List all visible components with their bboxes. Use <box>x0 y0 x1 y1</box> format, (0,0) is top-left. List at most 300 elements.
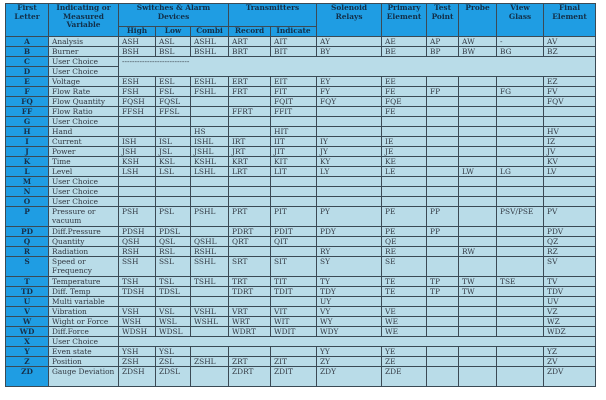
code-cell: ZDIT <box>271 367 317 387</box>
code-cell: KY <box>317 157 382 167</box>
code-cell: SV <box>544 257 596 277</box>
code-cell <box>427 237 459 247</box>
code-cell <box>459 207 497 227</box>
code-cell <box>497 97 544 107</box>
code-cell <box>459 87 497 97</box>
code-cell: WDRT <box>229 327 271 337</box>
code-cell: FQV <box>544 97 596 107</box>
code-cell: JIT <box>271 147 317 157</box>
code-cell <box>427 187 459 197</box>
code-cell <box>497 117 544 127</box>
table-row <box>6 257 596 277</box>
code-cell <box>229 177 271 187</box>
first-letter-cell: G <box>6 117 49 127</box>
code-cell: QSHL <box>191 237 229 247</box>
code-cell <box>427 197 459 207</box>
code-cell <box>156 197 191 207</box>
code-cell: WE <box>382 327 427 337</box>
code-cell: KRT <box>229 157 271 167</box>
code-cell: SSHL <box>191 257 229 277</box>
code-cell: BP <box>427 47 459 57</box>
first-letter-cell: Y <box>6 347 49 357</box>
first-letter-cell: M <box>6 177 49 187</box>
code-cell <box>191 297 229 307</box>
code-cell: ZDRT <box>229 367 271 387</box>
code-cell: FFRT <box>229 107 271 117</box>
code-cell: VY <box>317 307 382 317</box>
code-cell <box>317 177 382 187</box>
table-row <box>6 117 596 127</box>
code-cell: SY <box>317 257 382 277</box>
code-cell <box>382 127 427 137</box>
code-cell: FE <box>382 87 427 97</box>
header-high: High <box>119 27 156 37</box>
table-row <box>6 327 596 337</box>
first-letter-cell: PD <box>6 227 49 237</box>
table-row <box>6 177 596 187</box>
code-cell: TDSL <box>156 287 191 297</box>
code-cell <box>119 127 156 137</box>
table-row <box>6 167 596 177</box>
code-cell <box>191 177 229 187</box>
code-cell: ZSHL <box>191 357 229 367</box>
code-cell: EZ <box>544 77 596 87</box>
code-cell <box>156 187 191 197</box>
code-cell <box>191 97 229 107</box>
code-cell <box>459 367 497 387</box>
code-cell <box>271 297 317 307</box>
merged-cell <box>119 337 596 347</box>
code-cell: - <box>497 37 544 47</box>
variable-cell: User Choice <box>49 117 119 127</box>
code-cell <box>459 357 497 367</box>
table-row <box>6 337 596 347</box>
variable-cell: Position <box>49 357 119 367</box>
code-cell <box>191 287 229 297</box>
header-low: Low <box>156 27 191 37</box>
code-cell <box>459 187 497 197</box>
variable-cell: User Choice <box>49 337 119 347</box>
code-cell <box>382 117 427 127</box>
code-cell: LSHL <box>191 167 229 177</box>
code-cell: JE <box>382 147 427 157</box>
code-cell <box>459 137 497 147</box>
code-cell <box>459 257 497 277</box>
variable-cell: Burner <box>49 47 119 57</box>
code-cell: IIT <box>271 137 317 147</box>
code-cell: TDSH <box>119 287 156 297</box>
table-row <box>6 347 596 357</box>
variable-cell: Diff.Force <box>49 327 119 337</box>
code-cell <box>382 297 427 307</box>
code-cell <box>271 177 317 187</box>
code-cell: KSHL <box>191 157 229 167</box>
code-cell <box>271 197 317 207</box>
code-cell <box>317 187 382 197</box>
code-cell <box>229 247 271 257</box>
code-cell: LW <box>459 167 497 177</box>
code-cell <box>427 297 459 307</box>
code-cell <box>459 77 497 87</box>
code-cell: VZ <box>544 307 596 317</box>
code-cell: WY <box>317 317 382 327</box>
code-cell <box>191 197 229 207</box>
code-cell: KV <box>544 157 596 167</box>
code-cell: VSH <box>119 307 156 317</box>
table-row <box>6 247 596 257</box>
code-cell: WIT <box>271 317 317 327</box>
code-cell <box>191 117 229 127</box>
first-letter-cell: D <box>6 67 49 77</box>
code-cell: EY <box>317 77 382 87</box>
code-cell: PDSH <box>119 227 156 237</box>
code-cell: TDV <box>544 287 596 297</box>
code-cell: ZDV <box>544 367 596 387</box>
first-letter-cell: ZD <box>6 367 49 387</box>
code-cell: TP <box>427 287 459 297</box>
code-cell: TSH <box>119 277 156 287</box>
code-cell <box>544 177 596 187</box>
code-cell <box>382 177 427 187</box>
code-cell: PSHL <box>191 207 229 227</box>
table-row <box>6 137 596 147</box>
header-primary: Primary Element <box>382 4 427 37</box>
code-cell: ASL <box>156 37 191 47</box>
code-cell: FV <box>544 87 596 97</box>
code-cell: WDSH <box>119 327 156 337</box>
code-cell: BW <box>459 47 497 57</box>
code-cell: ZDSL <box>156 367 191 387</box>
code-cell: TSL <box>156 277 191 287</box>
first-letter-cell: C <box>6 57 49 67</box>
variable-cell: Time <box>49 157 119 167</box>
code-cell <box>427 307 459 317</box>
code-cell: RY <box>317 247 382 257</box>
variable-cell: Wight or Force <box>49 317 119 327</box>
code-cell: TW <box>459 287 497 297</box>
code-cell: UY <box>317 297 382 307</box>
table-row <box>6 227 596 237</box>
table-row <box>6 287 596 297</box>
code-cell: BIT <box>271 47 317 57</box>
code-cell: ASHL <box>191 37 229 47</box>
first-letter-cell: WD <box>6 327 49 337</box>
code-cell: LSH <box>119 167 156 177</box>
code-cell: RSHL <box>191 247 229 257</box>
code-cell: IRT <box>229 137 271 147</box>
code-cell: SSH <box>119 257 156 277</box>
variable-cell: Speed or Frequency <box>49 257 119 277</box>
code-cell: ZSL <box>156 357 191 367</box>
code-cell <box>427 347 459 357</box>
code-cell <box>317 197 382 207</box>
code-cell: SSL <box>156 257 191 277</box>
variable-cell: Vibration <box>49 307 119 317</box>
code-cell <box>544 187 596 197</box>
table-row <box>6 317 596 327</box>
code-cell <box>427 77 459 87</box>
code-cell: FFIT <box>271 107 317 117</box>
code-cell: TE <box>382 287 427 297</box>
code-cell: TP <box>427 277 459 287</box>
code-cell <box>229 117 271 127</box>
code-cell <box>191 107 229 117</box>
code-cell: WE <box>382 317 427 327</box>
first-letter-cell: O <box>6 197 49 207</box>
variable-cell: Analysis <box>49 37 119 47</box>
code-cell: BSH <box>119 47 156 57</box>
code-cell <box>119 187 156 197</box>
code-cell: LRT <box>229 167 271 177</box>
code-cell: AV <box>544 37 596 47</box>
code-cell <box>427 247 459 257</box>
code-cell <box>156 127 191 137</box>
code-cell: RW <box>459 247 497 257</box>
first-letter-cell: R <box>6 247 49 257</box>
code-cell: YSH <box>119 347 156 357</box>
code-cell <box>427 157 459 167</box>
table-row <box>6 197 596 207</box>
code-cell <box>427 257 459 277</box>
code-cell: ESHL <box>191 77 229 87</box>
variable-cell: Even state <box>49 347 119 357</box>
code-cell: FP <box>427 87 459 97</box>
variable-cell: Current <box>49 137 119 147</box>
first-letter-cell: B <box>6 47 49 57</box>
table-row <box>6 87 596 97</box>
code-cell: AE <box>382 37 427 47</box>
code-cell: BRT <box>229 47 271 57</box>
code-cell: EIT <box>271 77 317 87</box>
code-cell: QSH <box>119 237 156 247</box>
variable-cell: User Choice <box>49 187 119 197</box>
header-transmitters: Transmitters <box>229 4 317 27</box>
table-row <box>6 297 596 307</box>
code-cell: ASH <box>119 37 156 47</box>
code-cell: JV <box>544 147 596 157</box>
code-cell <box>191 187 229 197</box>
table-row <box>6 357 596 367</box>
header-solenoid: Solenoid Relays <box>317 4 382 37</box>
code-cell: FQSH <box>119 97 156 107</box>
code-cell: BE <box>382 47 427 57</box>
code-cell: TY <box>317 277 382 287</box>
code-cell <box>382 187 427 197</box>
code-cell <box>544 107 596 117</box>
code-cell: YZ <box>544 347 596 357</box>
code-cell: HS <box>191 127 229 137</box>
code-cell: QIT <box>271 237 317 247</box>
first-letter-cell: L <box>6 167 49 177</box>
variable-cell: Power <box>49 147 119 157</box>
code-cell: PRT <box>229 207 271 227</box>
variable-cell: User Choice <box>49 57 119 67</box>
code-cell: HIT <box>271 127 317 137</box>
code-cell: PY <box>317 207 382 227</box>
code-cell: ERT <box>229 77 271 87</box>
code-cell <box>459 107 497 117</box>
first-letter-cell: P <box>6 207 49 227</box>
first-letter-cell: I <box>6 137 49 147</box>
table-body <box>6 37 596 387</box>
code-cell <box>497 317 544 327</box>
code-cell <box>459 97 497 107</box>
code-cell: RSL <box>156 247 191 257</box>
code-cell: BSHL <box>191 47 229 57</box>
code-cell: YE <box>382 347 427 357</box>
code-cell <box>497 107 544 117</box>
variable-cell: Temperature <box>49 277 119 287</box>
code-cell <box>427 137 459 147</box>
header-view-glass: View Glass <box>497 4 544 37</box>
code-cell: PP <box>427 207 459 227</box>
table-row <box>6 77 596 87</box>
code-cell: TDRT <box>229 287 271 297</box>
code-cell: TDY <box>317 287 382 297</box>
code-cell: PSH <box>119 207 156 227</box>
code-cell <box>459 157 497 167</box>
table-row <box>6 97 596 107</box>
code-cell: VIT <box>271 307 317 317</box>
code-cell: ESH <box>119 77 156 87</box>
code-cell <box>191 227 229 237</box>
code-cell <box>497 197 544 207</box>
code-cell <box>119 197 156 207</box>
table-row <box>6 367 596 387</box>
code-cell: AY <box>317 37 382 47</box>
code-cell <box>229 197 271 207</box>
code-cell <box>459 297 497 307</box>
code-cell: FY <box>317 87 382 97</box>
variable-cell: Hand <box>49 127 119 137</box>
code-cell <box>497 347 544 357</box>
code-cell: PIT <box>271 207 317 227</box>
code-cell <box>191 367 229 387</box>
code-cell: PDV <box>544 227 596 237</box>
code-cell <box>427 317 459 327</box>
code-cell: WDSL <box>156 327 191 337</box>
code-cell: KE <box>382 157 427 167</box>
code-cell <box>459 237 497 247</box>
code-cell: IE <box>382 137 427 147</box>
header-probe: Probe <box>459 4 497 37</box>
code-cell: PDIT <box>271 227 317 237</box>
code-cell <box>317 117 382 127</box>
code-cell <box>497 357 544 367</box>
table-row <box>6 147 596 157</box>
code-cell: PE <box>382 227 427 237</box>
code-cell <box>497 297 544 307</box>
table-row <box>6 57 596 67</box>
code-cell: PDSL <box>156 227 191 237</box>
header-combi: Combi <box>191 27 229 37</box>
variable-cell: Diff.Pressure <box>49 227 119 237</box>
variable-cell: Radiation <box>49 247 119 257</box>
code-cell <box>497 327 544 337</box>
code-cell: AIT <box>271 37 317 47</box>
variable-cell: Multi variable <box>49 297 119 307</box>
code-cell: BZ <box>544 47 596 57</box>
code-cell: TSE <box>497 277 544 287</box>
code-cell: EE <box>382 77 427 87</box>
code-cell: HV <box>544 127 596 137</box>
code-cell <box>229 97 271 107</box>
code-cell <box>497 157 544 167</box>
code-cell: FQE <box>382 97 427 107</box>
code-cell: FFSL <box>156 107 191 117</box>
code-cell: PP <box>427 227 459 237</box>
first-letter-cell: W <box>6 317 49 327</box>
code-cell <box>427 117 459 127</box>
code-cell <box>459 177 497 187</box>
code-cell <box>459 317 497 327</box>
code-cell: PSL <box>156 207 191 227</box>
first-letter-cell: E <box>6 77 49 87</box>
code-cell <box>271 247 317 257</box>
code-cell <box>459 347 497 357</box>
code-cell: WDZ <box>544 327 596 337</box>
code-cell: LV <box>544 167 596 177</box>
first-letter-cell: FQ <box>6 97 49 107</box>
code-cell: PV <box>544 207 596 227</box>
code-cell: TSHL <box>191 277 229 287</box>
code-cell: SE <box>382 257 427 277</box>
code-cell <box>497 127 544 137</box>
code-cell: ZE <box>382 357 427 367</box>
code-cell <box>317 107 382 117</box>
code-cell <box>497 307 544 317</box>
code-cell: PSV/PSE <box>497 207 544 227</box>
header-switches: Switches & Alarm Devices <box>119 4 229 27</box>
code-cell: LSL <box>156 167 191 177</box>
code-cell: FFSH <box>119 107 156 117</box>
code-cell <box>544 197 596 207</box>
instrument-letter-code-table <box>5 3 596 387</box>
code-cell: BG <box>497 47 544 57</box>
variable-cell: Flow Rate <box>49 87 119 97</box>
code-cell <box>459 147 497 157</box>
code-cell: VE <box>382 307 427 317</box>
variable-cell: Pressure or vacuum <box>49 207 119 227</box>
code-cell <box>156 177 191 187</box>
code-cell <box>119 297 156 307</box>
code-cell <box>229 127 271 137</box>
code-cell: ZRT <box>229 357 271 367</box>
code-cell <box>497 227 544 237</box>
variable-cell: Voltage <box>49 77 119 87</box>
code-cell <box>497 237 544 247</box>
code-cell: ZDSH <box>119 367 156 387</box>
code-cell: FSH <box>119 87 156 97</box>
code-cell: TRT <box>229 277 271 287</box>
table-row <box>6 277 596 287</box>
code-cell: VSL <box>156 307 191 317</box>
code-cell <box>427 327 459 337</box>
code-cell: WRT <box>229 317 271 327</box>
code-cell <box>191 327 229 337</box>
code-cell: WZ <box>544 317 596 327</box>
table-row <box>6 237 596 247</box>
header-test-point: Test Point <box>427 4 459 37</box>
code-cell <box>497 367 544 387</box>
code-cell: FQSL <box>156 97 191 107</box>
first-letter-cell: F <box>6 87 49 97</box>
code-cell: VSHL <box>191 307 229 317</box>
code-cell: TDIT <box>271 287 317 297</box>
code-cell: ZDE <box>382 367 427 387</box>
code-cell: WDY <box>317 327 382 337</box>
code-cell: ESL <box>156 77 191 87</box>
